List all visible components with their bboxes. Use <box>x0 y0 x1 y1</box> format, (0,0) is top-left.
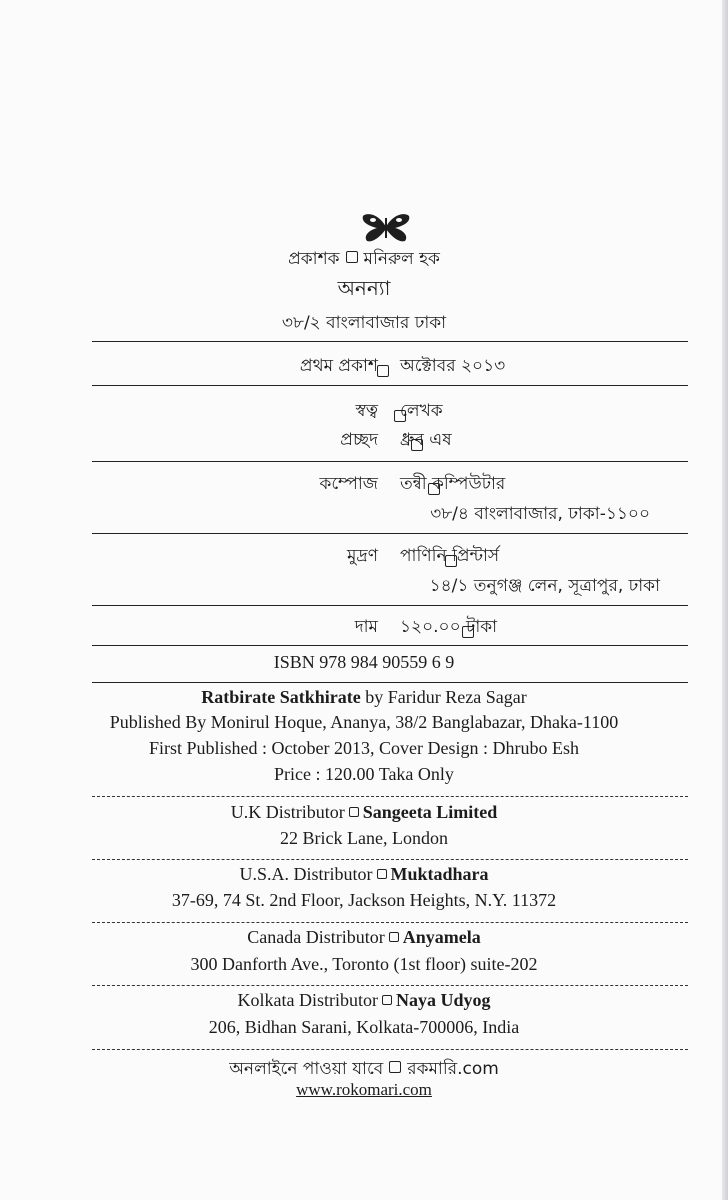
publisher-person: মনিরুল হক <box>363 249 440 269</box>
square-bullet-icon <box>377 365 389 377</box>
compose-address: ৩৮/৪ বাংলাবাজার, ঢাকা-১১০০ <box>430 504 650 524</box>
usa-distributor-label: U.S.A. Distributor <box>239 864 373 884</box>
butterfly-logo-icon <box>361 210 411 244</box>
square-bullet-icon <box>389 932 399 942</box>
canada-distributor-line <box>0 927 728 948</box>
divider <box>92 605 688 606</box>
uk-distributor-name: Sangeeta Limited <box>362 802 498 822</box>
canada-distributor-name: Anyamela <box>402 927 481 947</box>
uk-distributor-label: U.K Distributor <box>230 802 345 822</box>
kolkata-distributor-label: Kolkata Distributor <box>237 990 378 1010</box>
square-bullet-icon <box>382 995 392 1005</box>
dashed-divider <box>92 922 688 923</box>
publisher-name: অনন্যা <box>337 276 391 300</box>
cover-label: প্রচ্ছদ <box>340 430 378 450</box>
uk-distributor-line <box>0 802 728 823</box>
dashed-divider <box>92 1049 688 1050</box>
english-published: Published By Monirul Hoque, Ananya, 38/2 Banglabazar, Dhaka-1100 <box>109 712 619 732</box>
dashed-divider <box>92 796 688 797</box>
kolkata-distributor-name: Naya Udyog <box>395 990 491 1010</box>
kolkata-distributor-address: 206, Bidhan Sarani, Kolkata-700006, India <box>208 1017 520 1037</box>
uk-distributor-address: 22 Brick Lane, London <box>280 828 448 848</box>
divider <box>92 341 688 342</box>
usa-distributor-name: Muktadhara <box>390 864 489 884</box>
publisher-line <box>0 246 728 274</box>
english-title: Ratbirate Satkhirate <box>201 687 361 707</box>
divider <box>92 461 688 462</box>
rights-value: লেখক <box>400 401 443 421</box>
usa-distributor-line <box>0 864 728 885</box>
rights-label: স্বত্ব <box>355 401 378 421</box>
compose-label: কম্পোজ <box>319 474 378 494</box>
square-bullet-icon <box>389 1061 401 1073</box>
first-edition-label: প্রথম প্রকাশ <box>299 356 378 376</box>
usa-distributor-address: 37-69, 74 St. 2nd Floor, Jackson Heights, N.Y. 11372 <box>171 890 557 910</box>
kolkata-distributor-line <box>0 990 728 1011</box>
english-author: by Faridur Reza Sagar <box>365 687 527 707</box>
divider <box>92 682 688 683</box>
print-address: ১৪/১ তনুগঞ্জ লেন, সূত্রাপুর, ঢাকা <box>429 576 660 596</box>
canada-distributor-address: 300 Danforth Ave., Toronto (1st floor) suite-202 <box>190 954 538 974</box>
square-bullet-icon <box>346 251 358 263</box>
divider <box>92 533 688 534</box>
online-url-link[interactable]: www.rokomari.com <box>296 1080 432 1099</box>
english-price: Price : 120.00 Taka Only <box>274 764 454 784</box>
print-value: পাণিনি প্রিন্টার্স <box>400 546 500 566</box>
online-label: অনলাইনে পাওয়া যাবে <box>229 1059 384 1079</box>
square-bullet-icon <box>349 807 359 817</box>
square-bullet-icon <box>377 869 387 879</box>
publisher-address: ৩৮/২ বাংলাবাজার ঢাকা <box>281 313 447 333</box>
print-label: মুদ্রণ <box>346 546 378 566</box>
publisher-label: প্রকাশক <box>288 249 340 269</box>
divider <box>92 645 688 646</box>
cover-value: ধ্রুব এষ <box>400 430 452 450</box>
first-edition-value: অক্টোবর ২০১৩ <box>400 356 506 376</box>
english-first-published: First Published : October 2013, Cover Design : Dhrubo Esh <box>149 738 579 758</box>
price-label: দাম <box>354 617 378 637</box>
isbn: ISBN 978 984 90559 6 9 <box>273 652 455 672</box>
divider <box>92 385 688 386</box>
dashed-divider <box>92 859 688 860</box>
price-value: ১২০.০০ টাকা <box>400 617 498 637</box>
english-title-line <box>0 687 728 708</box>
dashed-divider <box>92 985 688 986</box>
online-store: রকমারি.com <box>407 1059 499 1079</box>
compose-value: তন্বী কম্পিউটার <box>400 474 506 494</box>
canada-distributor-label: Canada Distributor <box>247 927 385 947</box>
